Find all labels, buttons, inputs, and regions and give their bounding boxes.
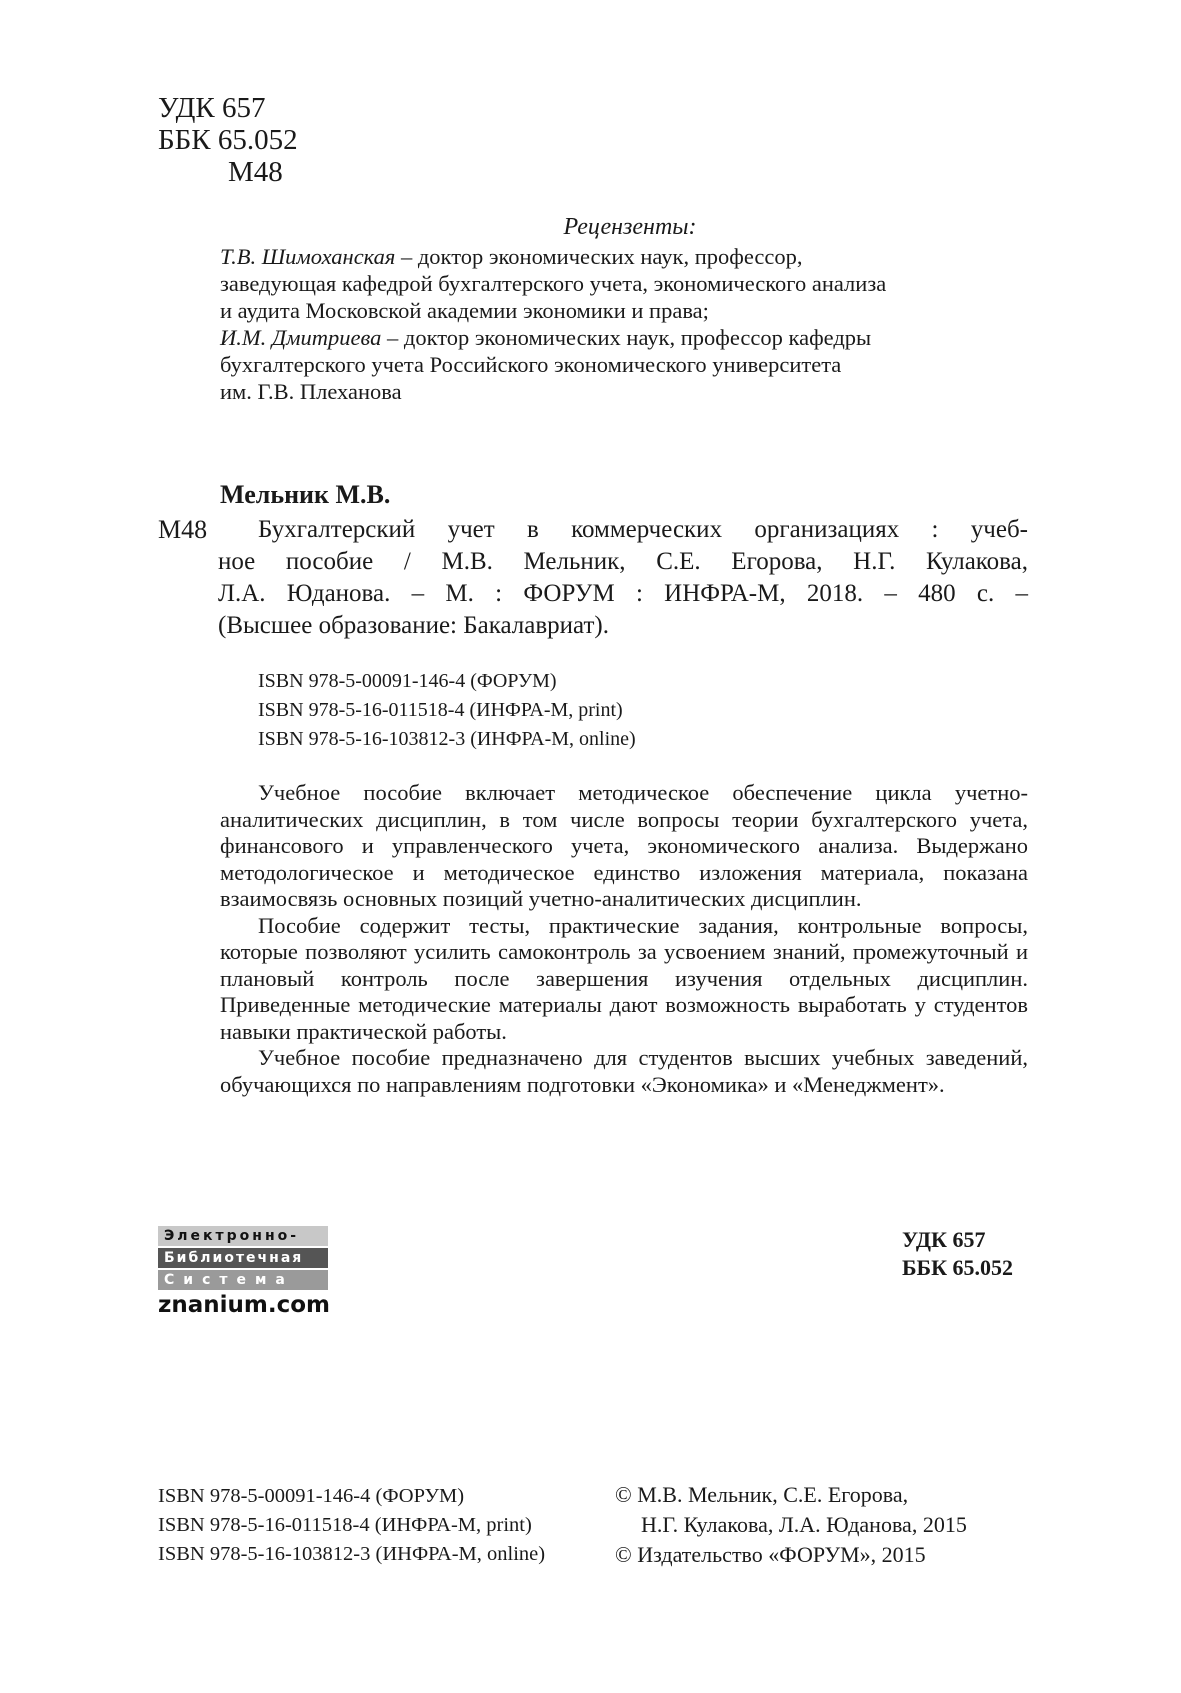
author-mark: М48 <box>228 156 283 188</box>
logo-line-2: Библиотечная <box>158 1248 328 1268</box>
reviewer-2-line3: им. Г.В. Плеханова <box>220 379 402 404</box>
abstract-paragraph-1: Учебное пособие включает методическое обеспечение цикла учетно-аналитических дисциплин, в том числе вопросы теории бухгалтерского учета, финансового и управленческого учета, экономического анализа. Выдержано методологическое и методическое единство изложения материала, показана взаимосвязь основных позиций учетно-аналитических дисциплин. <box>220 780 1028 911</box>
reviewer-1-line1: – доктор экономических наук, профессор, <box>395 244 803 269</box>
isbn-footer-item: ISBN 978-5-16-011518-4 (ИНФРА-М, print) <box>158 1514 532 1536</box>
biblio-line-2: ное пособие / М.В. Мельник, С.Е. Егорова, Н.Г. Кулакова, <box>218 548 1028 575</box>
bbk-code: ББК 65.052 <box>158 124 298 156</box>
znanium-logo <box>158 1226 331 1318</box>
isbn-item: ISBN 978-5-16-103812-3 (ИНФРА-М, online) <box>258 728 636 750</box>
reviewer-1-line2: заведующая кафедрой бухгалтерского учета, экономического анализа <box>220 271 887 296</box>
reviewers-block <box>220 214 1020 405</box>
copyright-line-2: Н.Г. Кулакова, Л.А. Юданова, 2015 <box>641 1512 967 1537</box>
isbn-item: ISBN 978-5-16-011518-4 (ИНФРА-М, print) <box>258 699 623 721</box>
reviewer-1-name: Т.В. Шимоханская <box>220 244 396 269</box>
udk-code-bottom: УДК 657 <box>902 1227 986 1252</box>
biblio-mark: М48 <box>158 515 208 544</box>
biblio-line-1: Бухгалтерский учет в коммерческих организациях : учеб- <box>258 516 1028 543</box>
abstract <box>220 780 1028 1098</box>
reviewer-2-name: И.М. Дмитриева <box>220 325 382 350</box>
copyright-line-1: © М.В. Мельник, С.Е. Егорова, <box>615 1482 909 1507</box>
reviewer-1-line3: и аудита Московской академии экономики и права; <box>220 298 709 323</box>
copyright-line-3: © Издательство «ФОРУМ», 2015 <box>615 1542 926 1567</box>
logo-site: znanium.com <box>158 1292 331 1318</box>
bibliographic-description <box>218 514 1028 642</box>
copyright-block <box>615 1480 967 1570</box>
logo-line-3: Система <box>158 1270 328 1290</box>
biblio-line-4: (Высшее образование: Бакалавриат). <box>218 612 609 639</box>
isbn-footer <box>158 1482 545 1569</box>
classification-codes <box>158 92 298 188</box>
reviewer-2-line1: – доктор экономических наук, профессор кафедры <box>381 325 872 350</box>
book-author: Мельник М.В. <box>220 480 391 509</box>
reviewer-2 <box>220 324 1020 405</box>
reviewers-heading: Рецензенты: <box>563 214 697 240</box>
classification-codes-bottom <box>902 1226 1013 1282</box>
logo-line-1: Электронно- <box>158 1226 328 1246</box>
isbn-list <box>258 667 636 754</box>
isbn-footer-item: ISBN 978-5-00091-146-4 (ФОРУМ) <box>158 1485 465 1507</box>
isbn-item: ISBN 978-5-00091-146-4 (ФОРУМ) <box>258 670 557 692</box>
abstract-paragraph-2: Пособие содержит тесты, практические задания, контрольные вопросы, которые позволяют усилить самоконтроль за усвоением знаний, промежуточный и плановый контроль после завершения изучения отдельных дисциплин. Приведенные методические материалы дают возможность выработать у студентов навыки практической работы. <box>220 912 1028 1044</box>
isbn-footer-item: ISBN 978-5-16-103812-3 (ИНФРА-М, online) <box>158 1543 546 1565</box>
reviewer-1 <box>220 243 1020 324</box>
bbk-code-bottom: ББК 65.052 <box>902 1255 1014 1280</box>
reviewer-2-line2: бухгалтерского учета Российского экономического университета <box>220 352 842 377</box>
biblio-line-3: Л.А. Юданова. – М. : ФОРУМ : ИНФРА-М, 2018. – 480 с. – <box>218 580 1028 607</box>
udk-code: УДК 657 <box>158 92 266 124</box>
abstract-paragraph-3: Учебное пособие предназначено для студентов высших учебных заведений, обучающихся по направлениям подготовки «Экономика» и «Менеджмент». <box>220 1045 1028 1097</box>
